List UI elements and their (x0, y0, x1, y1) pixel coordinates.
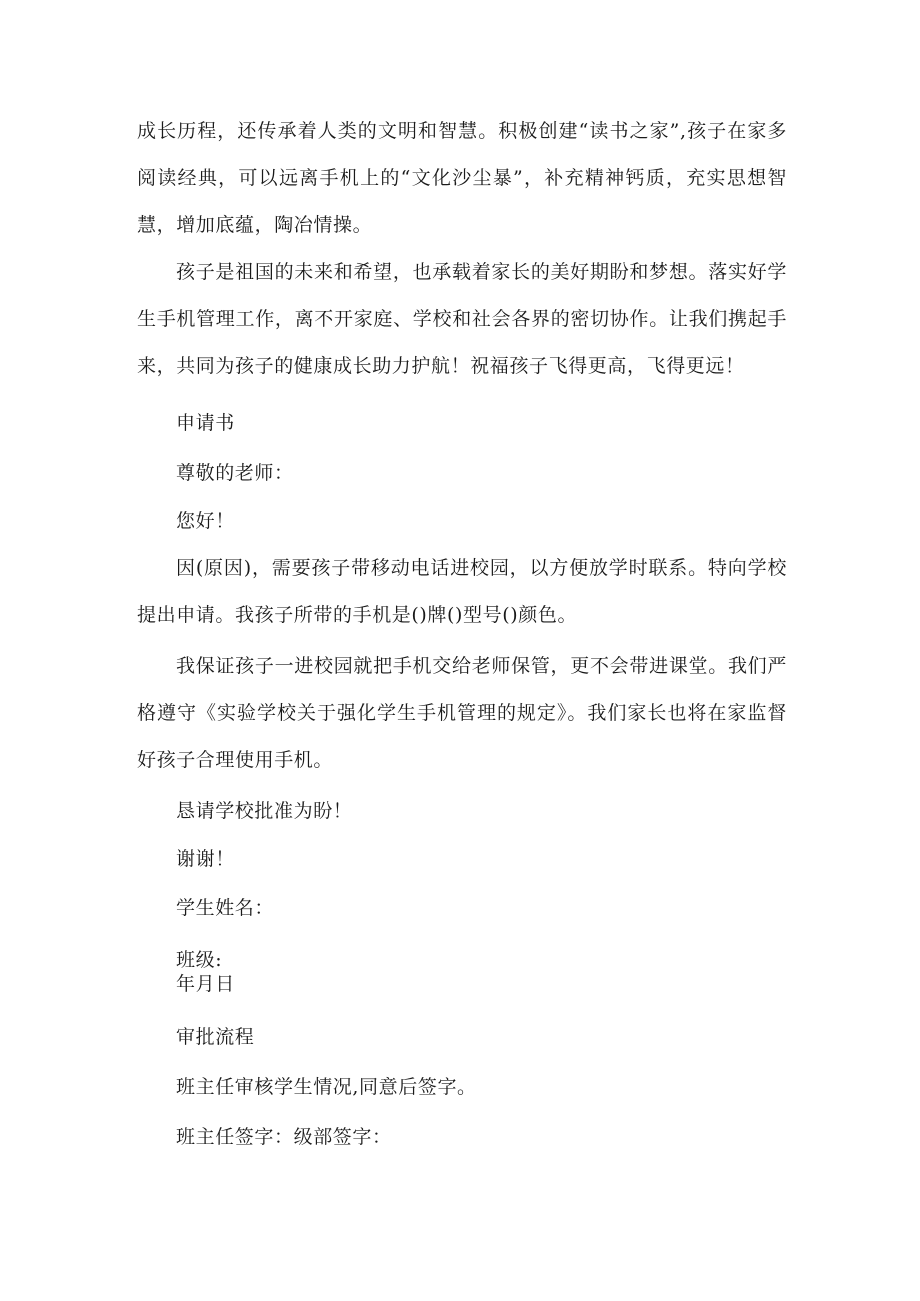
approval-description: 班主任审核学生情况,同意后签字。 (176, 1076, 477, 1098)
signature-line: 班主任签字：级部签字： (176, 1126, 392, 1148)
application-title: 申请书 (176, 412, 235, 434)
class-label: 班级: (176, 949, 223, 971)
date-label: 年月日 (176, 973, 235, 995)
thanks-line: 谢谢！ (176, 848, 235, 870)
paragraph-reading-home: 成长历程，还传承着人类的文明和智慧。积极创建“读书之家”,孩子在家多阅读经典，可以远离手机上的“文化沙尘暴”，补充精神钙质，充实思想智慧，增加底蕴，陶冶情操。 (137, 120, 787, 236)
student-name-label: 学生姓名： (176, 897, 275, 919)
salutation: 尊敬的老师： (176, 462, 294, 484)
paragraph-reason: 因(原因)，需要孩子带移动电话进校园，以方便放学时联系。特向学校提出申请。我孩子所带的手机是()牌()型号()颜色。 (137, 557, 787, 626)
paragraph-future-hope: 孩子是祖国的未来和希望，也承载着家长的美好期盼和梦想。落实好学生手机管理工作，离不开家庭、学校和社会各界的密切协作。让我们携起手来，共同为孩子的健康成长助力护航！祝福孩子飞得更高，飞得更远！ (137, 261, 787, 377)
greeting: 您好！ (176, 510, 235, 532)
request-line: 恳请学校批准为盼！ (176, 800, 353, 822)
approval-title: 审批流程 (176, 1026, 255, 1048)
paragraph-guarantee: 我保证孩子一进校园就把手机交给老师保管，更不会带进课堂。我们严格遵守《实验学校关于强化学生手机管理的规定》。我们家长也将在家监督好孩子合理使用手机。 (137, 655, 787, 771)
